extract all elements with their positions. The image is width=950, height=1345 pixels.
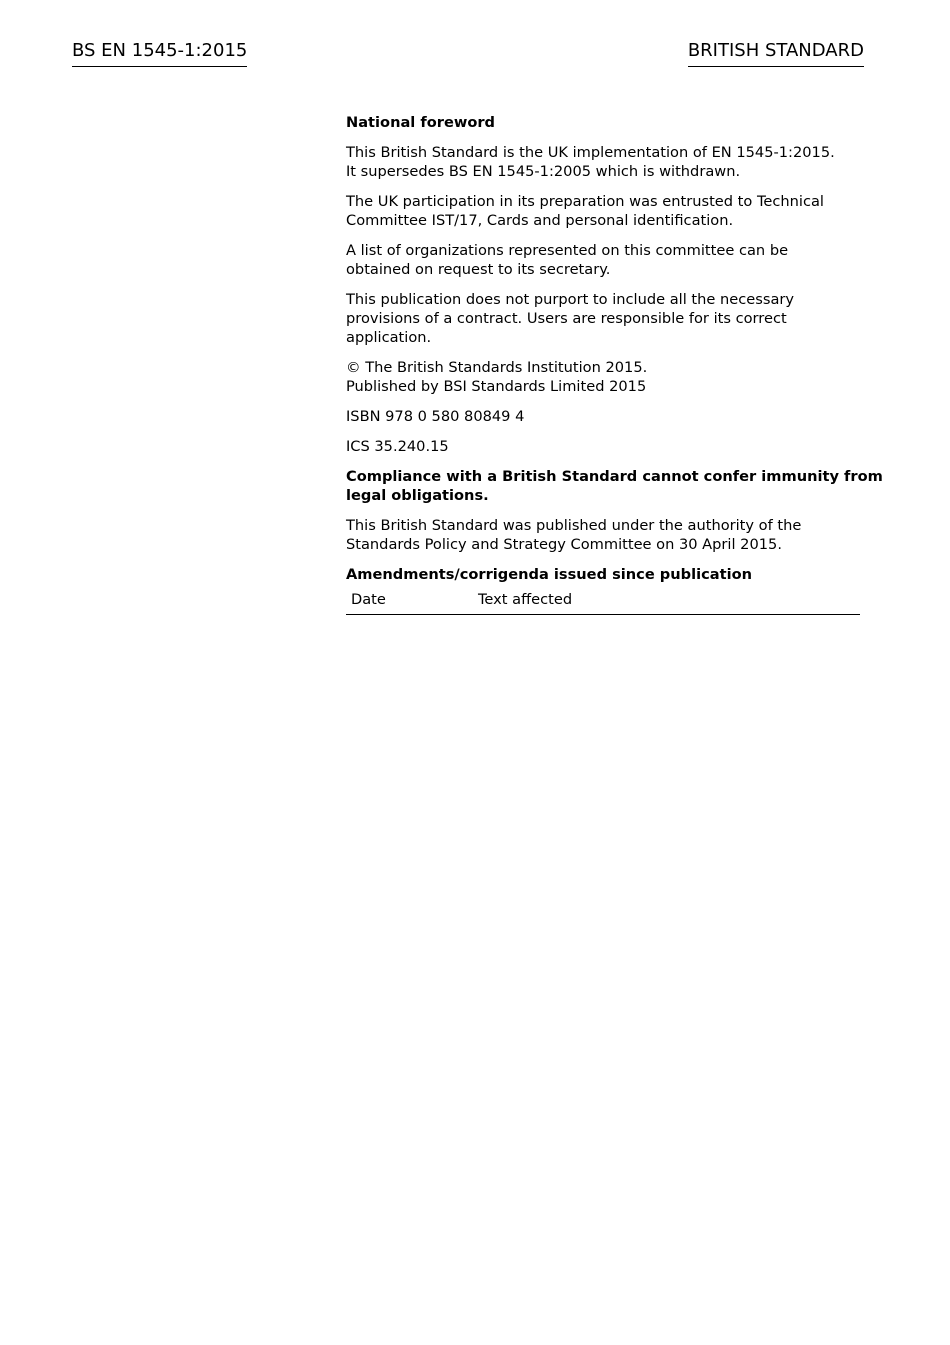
amendments-heading: Amendments/corrigenda issued since publication xyxy=(346,566,752,583)
text-line: Compliance with a British Standard cannot confer immunity from xyxy=(346,468,883,485)
text-line: obtained on request to its secretary. xyxy=(346,261,611,278)
foreword-paragraph-disclaimer xyxy=(346,290,860,347)
text-line: provisions of a contract. Users are responsible for its correct xyxy=(346,310,787,327)
amendments-table xyxy=(346,590,860,615)
foreword-paragraph-organizations xyxy=(346,241,860,279)
text-line: © The British Standards Institution 2015. xyxy=(346,359,648,376)
text-line: legal obligations. xyxy=(346,487,489,504)
foreword-authority xyxy=(346,516,860,554)
amendments-column-date: Date xyxy=(351,591,386,608)
foreword-ics xyxy=(346,437,860,456)
text-line: Standards Policy and Strategy Committee on 30 April 2015. xyxy=(346,536,782,553)
text-line: This publication does not purport to include all the necessary xyxy=(346,291,795,308)
running-header-document-number: BS EN 1545-1:2015 xyxy=(72,40,247,67)
foreword-paragraph-committee xyxy=(346,192,860,230)
amendments-column-text-affected: Text affected xyxy=(478,591,573,608)
text-line: A list of organizations represented on this committee can be xyxy=(346,242,789,259)
text-line: This British Standard is the UK implementation of EN 1545-1:2015. xyxy=(346,144,835,161)
foreword-compliance-notice xyxy=(346,467,883,505)
foreword-title: National foreword xyxy=(346,114,496,131)
text-line: The UK participation in its preparation was entrusted to Technical xyxy=(346,193,824,210)
text-line: Committee IST/17, Cards and personal identification. xyxy=(346,212,734,229)
text-line: It supersedes BS EN 1545-1:2005 which is withdrawn. xyxy=(346,163,741,180)
foreword-paragraph-implementation xyxy=(346,143,860,181)
running-header-standard-type: BRITISH STANDARD xyxy=(688,40,864,67)
text-line: This British Standard was published under the authority of the xyxy=(346,517,802,534)
text-line: ISBN 978 0 580 80849 4 xyxy=(346,408,525,425)
national-foreword xyxy=(346,113,883,615)
foreword-isbn xyxy=(346,407,860,426)
text-line: application. xyxy=(346,329,432,346)
text-line: ICS 35.240.15 xyxy=(346,438,449,455)
text-line: Published by BSI Standards Limited 2015 xyxy=(346,378,647,395)
foreword-paragraph-copyright xyxy=(346,358,860,396)
